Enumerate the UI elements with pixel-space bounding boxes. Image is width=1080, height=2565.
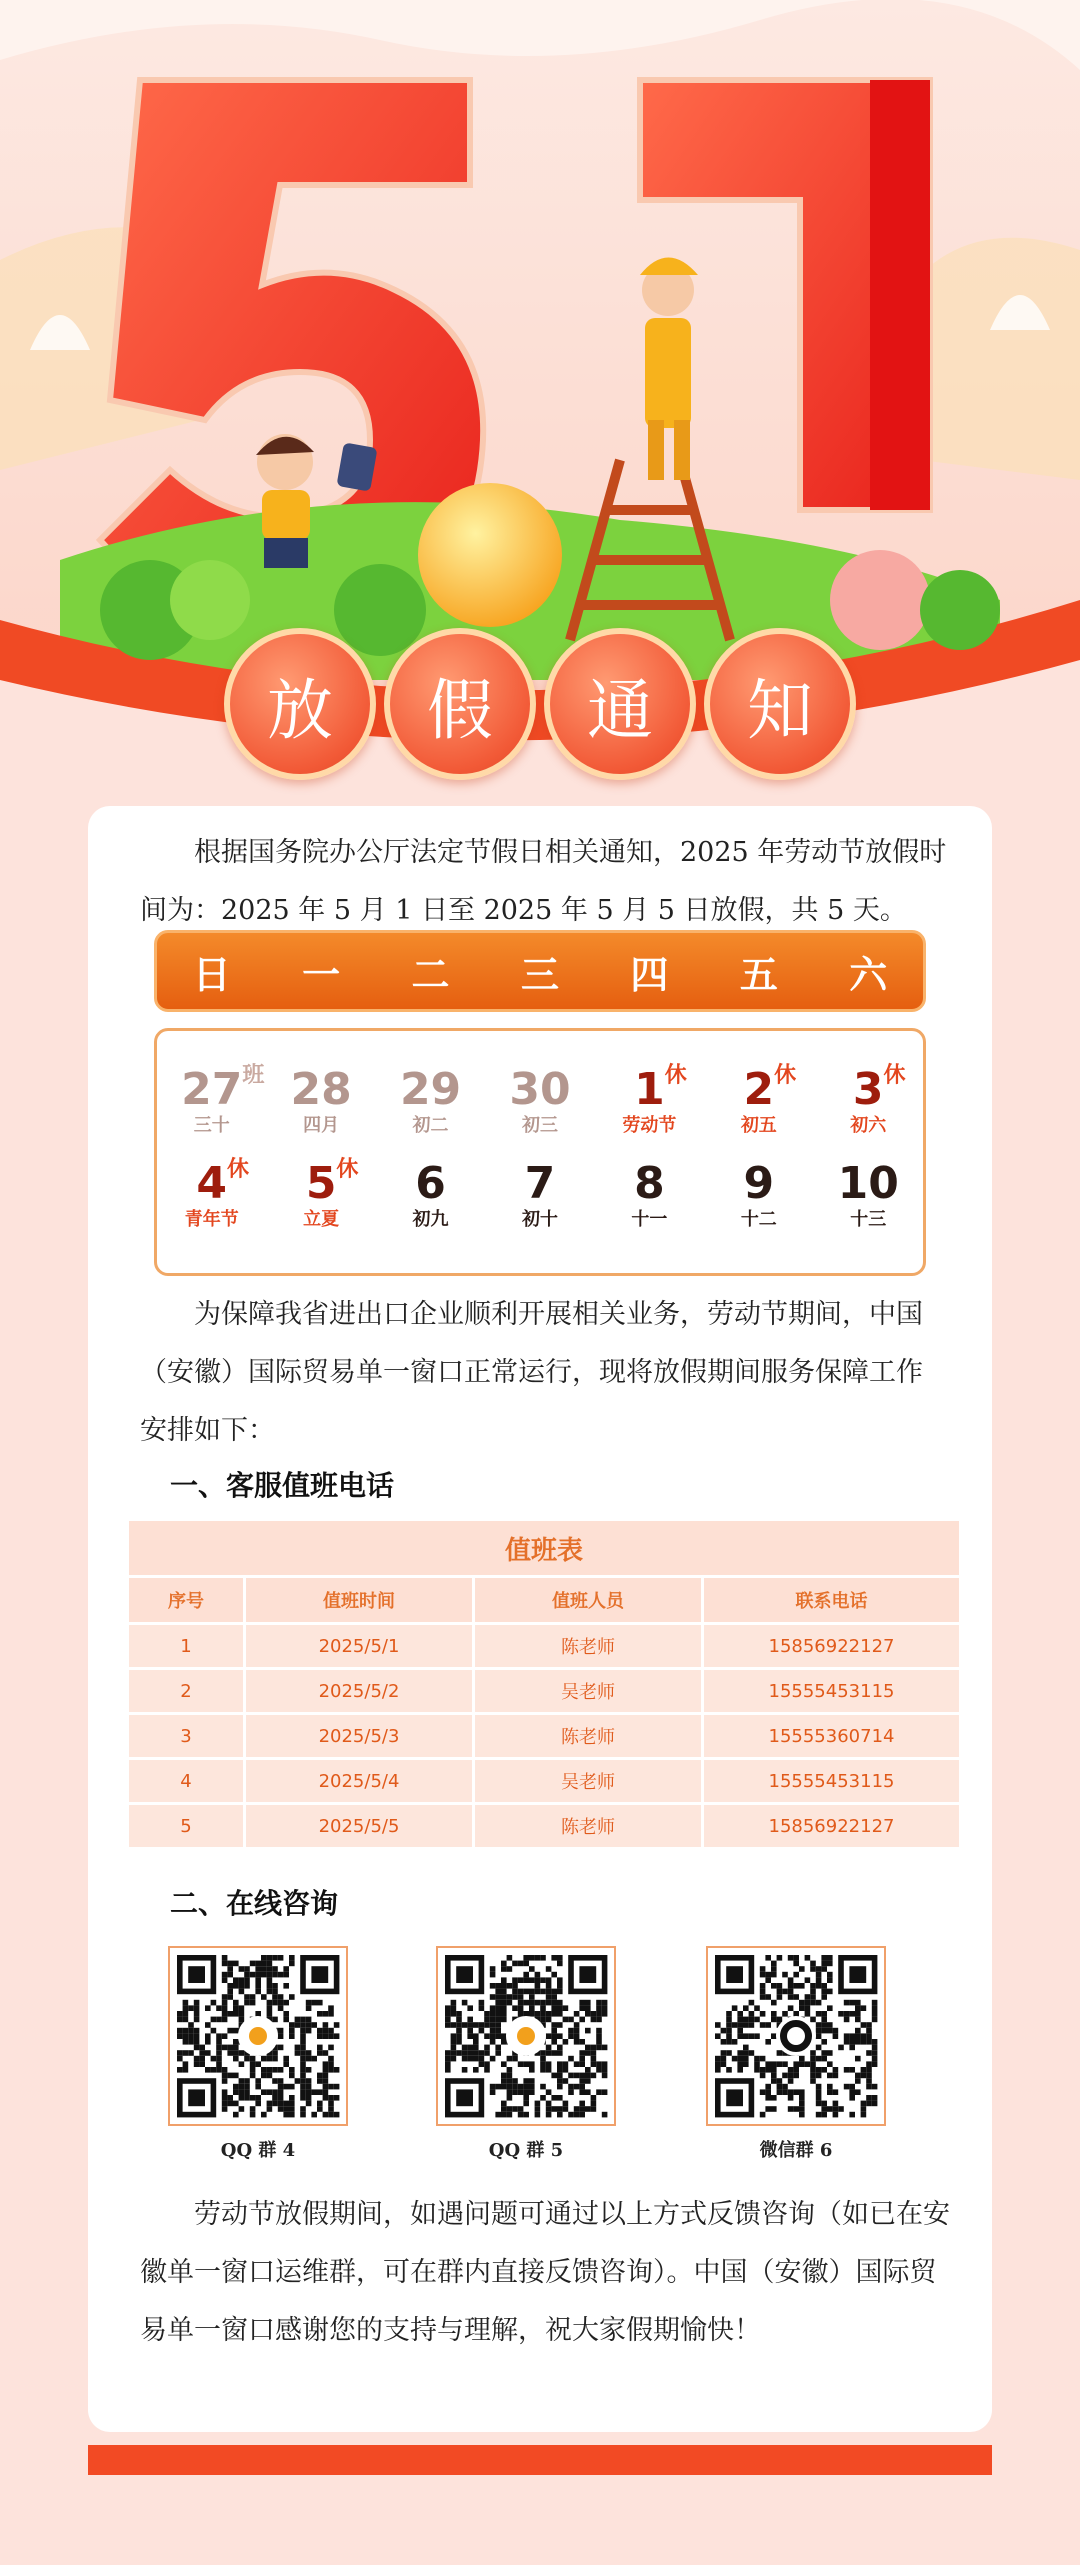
day-lunar-label: 初二 [412,1115,449,1136]
table-row [128,1759,961,1804]
day-number: 2 休 [744,1065,775,1115]
day-status-mark: 休 [227,1157,250,1182]
calendar-weekday-bar [154,930,926,1012]
calendar-day [595,1159,704,1231]
title-char: 知 [704,628,856,780]
closing-paragraph: 劳动节放假期间，如遇问题可通过以上方式反馈咨询（如已在安徽单一窗口运维群，可在群内直接反馈咨询）。中国（安徽）国际贸易单一窗口感谢您的支持与理解，祝大家假期愉快！ [140,2199,950,2346]
day-number: 28 [290,1064,352,1115]
calendar-grid [154,1028,926,1276]
table-row [128,1804,961,1849]
duty-index-cell: 1 [128,1624,245,1669]
duty-date-cell: 2025/5/1 [245,1624,474,1669]
calendar-day [376,1159,485,1231]
title-char: 放 [224,628,376,780]
calendar-day [595,1065,704,1137]
arrangement-paragraph: 为保障我省进出口企业顺利开展相关业务，劳动节期间，中国（安徽）国际贸易单一窗口正常运行，现将放假期间服务保障工作安排如下： [140,1299,923,1446]
duty-staff-cell: 陈老师 [474,1714,703,1759]
duty-index-cell: 4 [128,1759,245,1804]
duty-table-body [128,1624,961,1849]
day-lunar-label: 初九 [412,1209,449,1230]
day-number: 7 [524,1158,556,1209]
day-lunar-label: 四月 [303,1115,340,1136]
calendar-day [266,1065,375,1137]
qq-group-qr-icon [168,1946,348,2126]
weekday-label: 六 [849,952,888,997]
day-number: 30 [509,1064,571,1115]
day-number: 5 休 [306,1159,337,1209]
weekday-label: 三 [520,952,559,997]
hero-banner [0,0,1080,800]
section-title-duty-phone: 一、客服值班电话 [170,1469,395,1502]
calendar-day [814,1065,923,1137]
duty-staff-cell: 吴老师 [474,1669,703,1714]
weekday-label: 四 [630,952,669,997]
calendar-week-row [157,1159,923,1231]
title-char: 假 [384,628,536,780]
duty-phone-cell: 15856922127 [703,1804,961,1849]
qr-code-row [88,1946,992,2186]
day-lunar-label: 初十 [521,1209,558,1230]
day-number: 27 班 [181,1065,242,1115]
qr-label: QQ 群 5 [488,2140,564,2161]
day-number: 6 [415,1158,446,1209]
qr-wechat-group-6[interactable] [706,1946,886,2162]
day-number: 3 休 [853,1065,884,1115]
notice-card [88,806,992,2432]
qr-label: 微信群 6 [759,2140,833,2161]
calendar-day [157,1159,266,1231]
day-number: 9 [743,1158,775,1209]
duty-header-phone: 联系电话 [703,1577,961,1624]
duty-phone-cell: 15555360714 [703,1714,961,1759]
weekday-label: 五 [739,952,778,997]
calendar-day [704,1159,813,1231]
duty-table-title: 值班表 [128,1520,961,1577]
day-lunar-label: 劳动节 [622,1115,677,1136]
qr-label: QQ 群 4 [220,2140,296,2161]
calendar-day [485,1065,594,1137]
day-number: 4 休 [196,1159,227,1209]
calendar-week-row [157,1065,923,1137]
day-lunar-label: 立夏 [303,1209,340,1230]
weekday-label: 二 [411,952,450,997]
duty-date-cell: 2025/5/5 [245,1804,474,1849]
duty-index-cell: 2 [128,1669,245,1714]
duty-date-cell: 2025/5/4 [245,1759,474,1804]
duty-table [126,1518,962,1850]
section-title-online-consult: 二、在线咨询 [170,1887,339,1920]
day-lunar-label: 初五 [740,1115,777,1136]
calendar-day [157,1065,266,1137]
qq-group-qr-icon [436,1946,616,2126]
duty-phone-cell: 15555453115 [703,1759,961,1804]
duty-staff-cell: 陈老师 [474,1804,703,1849]
table-row [128,1669,961,1714]
footer-bar [88,2445,992,2475]
day-status-mark: 休 [774,1063,797,1088]
day-lunar-label: 初三 [521,1115,558,1136]
day-lunar-label: 十一 [631,1209,668,1230]
intro-paragraph: 根据国务院办公厅法定节假日相关通知，2025 年劳动节放假时间为：2025 年 5 月 1 日至 2025 年 5 月 5 日放假，共 5 天。 [140,837,947,926]
weekday-label: 一 [302,952,341,997]
duty-index-cell: 5 [128,1804,245,1849]
duty-phone-cell: 15555453115 [703,1669,961,1714]
day-number: 29 [399,1064,462,1115]
calendar-day [376,1065,485,1137]
notice-title [0,628,1080,780]
wechat-group-qr-icon [706,1946,886,2126]
duty-date-cell: 2025/5/2 [245,1669,474,1714]
qr-qq-group-5[interactable] [436,1946,616,2162]
calendar-day [814,1159,923,1231]
calendar-day [704,1065,813,1137]
calendar-day [266,1159,375,1231]
day-number: 1 休 [634,1065,665,1115]
title-char: 通 [544,628,696,780]
day-status-mark: 休 [883,1063,906,1088]
duty-staff-cell: 吴老师 [474,1759,703,1804]
qr-qq-group-4[interactable] [168,1946,348,2162]
day-lunar-label: 十二 [740,1209,777,1230]
weekday-label: 日 [192,952,231,997]
day-lunar-label: 十三 [850,1209,887,1230]
table-row [128,1714,961,1759]
day-lunar-label: 初六 [850,1115,887,1136]
duty-phone-cell: 15856922127 [703,1624,961,1669]
day-lunar-label: 青年节 [184,1209,239,1230]
day-number: 8 [634,1158,665,1209]
table-row [128,1624,961,1669]
calendar-day [485,1159,594,1231]
day-status-mark: 休 [664,1063,687,1088]
day-status-mark: 休 [336,1157,359,1182]
duty-header-staff: 值班人员 [474,1577,703,1624]
duty-header-index: 序号 [128,1577,245,1624]
day-status-mark: 班 [242,1063,265,1088]
duty-header-date: 值班时间 [245,1577,474,1624]
day-lunar-label: 三十 [193,1115,230,1136]
duty-date-cell: 2025/5/3 [245,1714,474,1759]
day-number: 10 [837,1158,899,1209]
duty-index-cell: 3 [128,1714,245,1759]
duty-staff-cell: 陈老师 [474,1624,703,1669]
